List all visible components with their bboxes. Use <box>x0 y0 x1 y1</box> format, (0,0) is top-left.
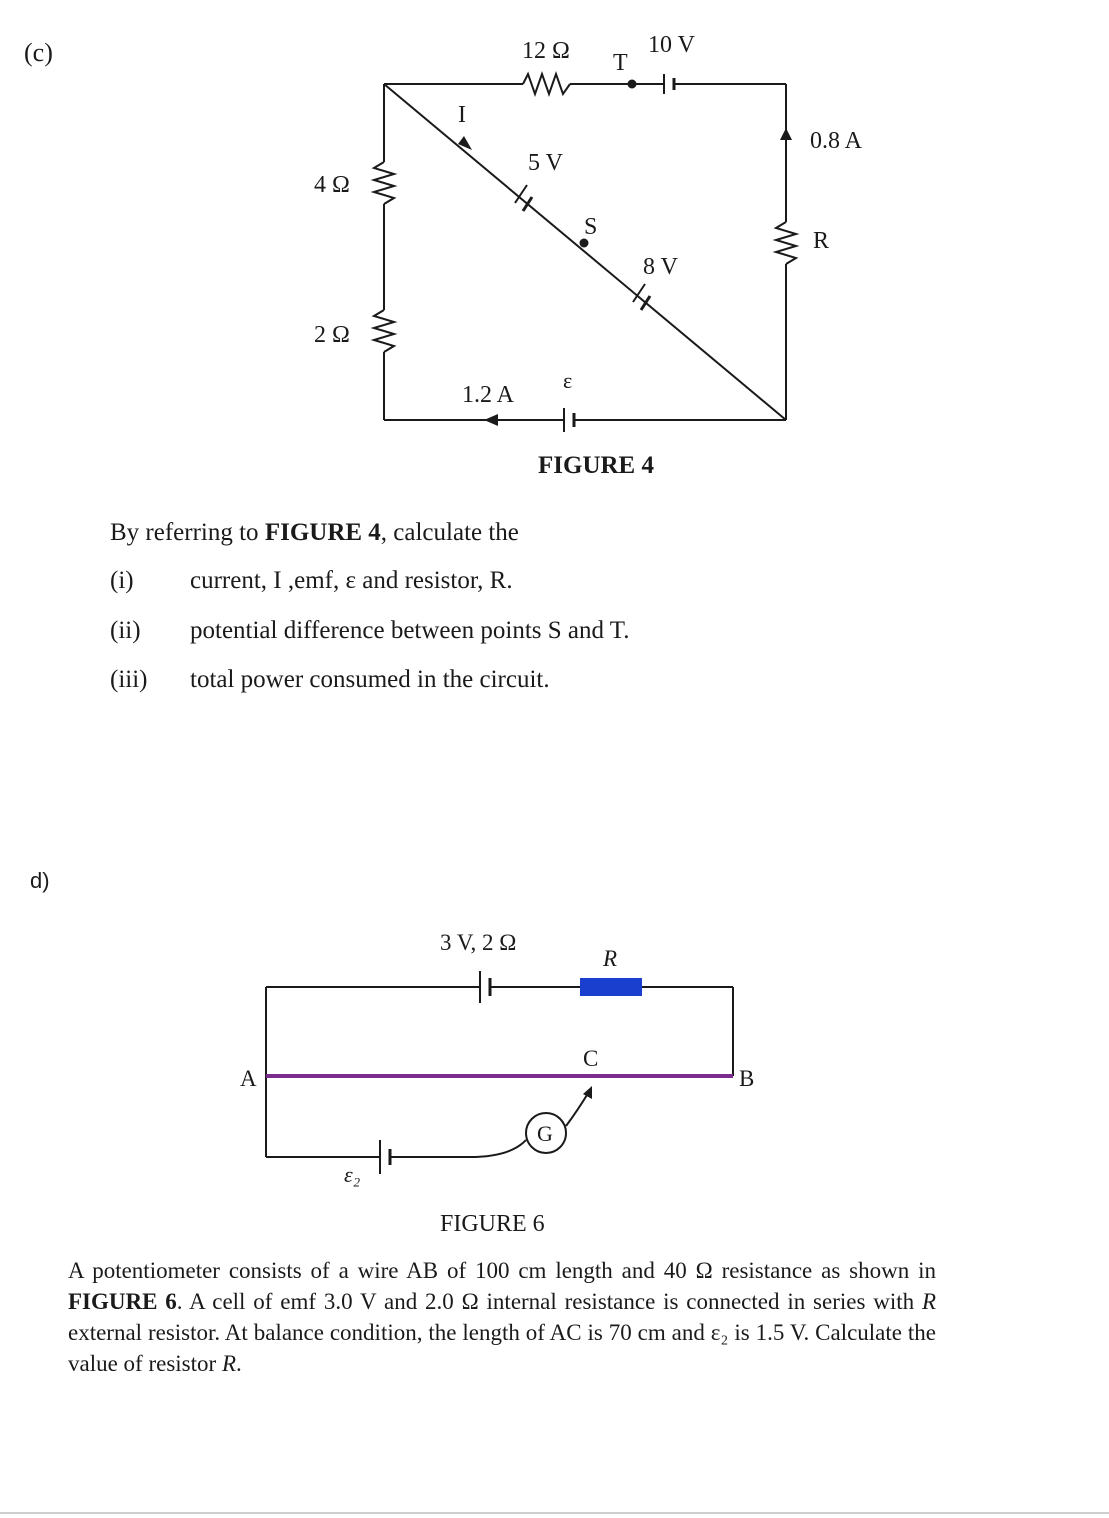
figure-4-caption: FIGURE 4 <box>538 452 654 479</box>
intro-text: By referring to <box>110 519 265 546</box>
para-text-1: A potentiometer consists of a wire AB of 100 cm length and 40 Ω resistance as shown in <box>68 1258 936 1283</box>
label-5v: 5 V <box>528 150 563 176</box>
label-cell-3v: 3 V, 2 Ω <box>440 930 517 955</box>
part-d-label: d) <box>30 868 50 893</box>
label-10v: 10 V <box>648 32 695 58</box>
label-s: S <box>584 214 598 240</box>
para-figure-ref: FIGURE 6 <box>68 1289 177 1314</box>
label-2-ohm: 2 Ω <box>314 322 350 348</box>
item-text-2: potential difference between points S and T. <box>190 617 630 644</box>
para-text-2: . A cell of emf 3.0 V and 2.0 Ω internal resistance is connected in series with <box>176 1289 922 1314</box>
wire-d-to-galvanometer <box>390 1140 526 1157</box>
label-12-ohm: 12 Ω <box>522 38 570 64</box>
resistor-r-blue <box>580 978 642 996</box>
label-t: T <box>613 50 628 76</box>
label-e2: ε₂ <box>344 1162 361 1187</box>
para-text-4: . <box>236 1351 242 1376</box>
intro-text-end: , calculate the <box>380 519 519 546</box>
label-g: G <box>537 1121 553 1146</box>
para-r-italic-2: R <box>221 1351 236 1376</box>
label-12a: 1.2 A <box>462 382 515 408</box>
label-r-d: R <box>603 946 618 971</box>
label-c: C <box>583 1046 599 1071</box>
para-r-italic: R <box>921 1289 936 1314</box>
item-num-1: (i) <box>110 567 134 594</box>
question-paragraph <box>68 1255 936 1379</box>
item-text-1: current, I ,emf, ε and resistor, R. <box>190 567 513 594</box>
label-08a: 0.8 A <box>810 128 863 154</box>
para-text-3: external resistor. At balance condition, the length of AC is 70 cm and ε₂ is 1.5 V. Calculate the value of resistor <box>68 1320 936 1376</box>
bottom-divider <box>0 1512 1109 1514</box>
part-c-label: (c) <box>24 38 53 67</box>
figure-6-caption: FIGURE 6 <box>440 1211 545 1237</box>
label-r: R <box>813 228 830 254</box>
label-a: A <box>240 1066 257 1091</box>
item-num-2: (ii) <box>110 617 141 644</box>
label-8v: 8 V <box>643 254 678 280</box>
label-b: B <box>739 1066 755 1091</box>
label-emf: ε <box>563 368 573 393</box>
label-i: I <box>458 102 466 128</box>
intro-figure-ref: FIGURE 4 <box>264 519 381 546</box>
item-text-3: total power consumed in the circuit. <box>190 666 550 693</box>
item-num-3: (iii) <box>110 666 148 693</box>
arrow-jockey <box>583 1086 592 1099</box>
label-4-ohm: 4 Ω <box>314 172 350 198</box>
